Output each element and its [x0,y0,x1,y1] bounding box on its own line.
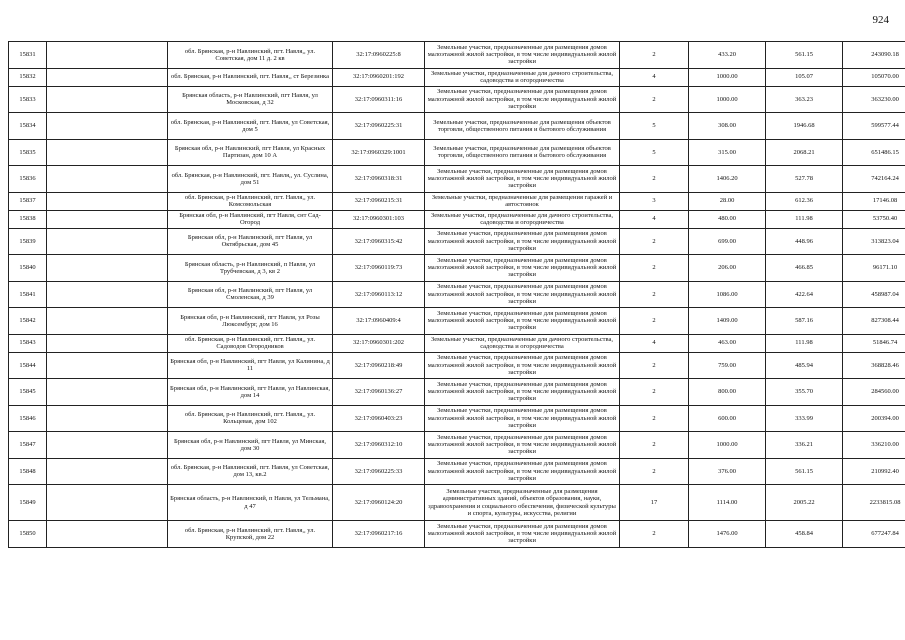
row-id-cell: 15837 [9,192,47,210]
area-cell: 600.00 [689,405,766,432]
area-cell: 480.00 [689,210,766,228]
blank-cell [47,166,168,193]
cadastral-number-cell: 32:17:0960301:103 [333,210,425,228]
land-use-cell: Земельные участки, предназначенные для размещения домов малоэтажной жилой застройки, в том числе индивидуальной жилой застройки [425,405,620,432]
use-group-cell: 17 [620,485,689,521]
address-cell: Брянская обл, р-н Навлинский, пгт Навля, ул Калинина, д 11 [168,352,333,379]
land-use-cell: Земельные участки, предназначенные для размещения домов малоэтажной жилой застройки, в том числе индивидуальной жилой застройки [425,42,620,69]
table-body [9,42,905,548]
table-row [9,166,905,193]
area-cell: 1114.00 [689,485,766,521]
blank-cell [47,210,168,228]
land-use-cell: Земельные участки, предназначенные для размещения домов малоэтажной жилой застройки, в том числе индивидуальной жилой застройки [425,228,620,255]
area-cell: 1409.00 [689,308,766,335]
specific-value-cell: 466.85 [766,255,843,282]
cadastral-number-cell: 32:17:0960215:31 [333,192,425,210]
area-cell: 1476.00 [689,521,766,548]
blank-cell [47,68,168,86]
address-cell: обл. Брянская, р-н Навлинский, пгт. Навля, ул Советская, дом 5 [168,113,333,140]
cadastral-value-cell: 827308.44 [843,308,905,335]
specific-value-cell: 422.64 [766,281,843,308]
cadastral-number-cell: 32:17:0960124:20 [333,485,425,521]
specific-value-cell: 1946.68 [766,113,843,140]
area-cell: 463.00 [689,334,766,352]
row-id-cell: 15845 [9,379,47,406]
use-group-cell: 2 [620,405,689,432]
table-row [9,281,905,308]
table-row [9,379,905,406]
cadastral-value-cell: 599577.44 [843,113,905,140]
land-use-cell: Земельные участки, предназначенные для размещения гаражей и автостоянок [425,192,620,210]
cadastral-number-cell: 32:17:0960318:31 [333,166,425,193]
area-cell: 800.00 [689,379,766,406]
land-use-cell: Земельные участки, предназначенные для размещения домов малоэтажной жилой застройки, в том числе индивидуальной жилой застройки [425,308,620,335]
specific-value-cell: 2068.21 [766,139,843,166]
table-row [9,42,905,69]
address-cell: Брянская обл, р-н Навлинский, пгт Навля, снт Сад-Огород [168,210,333,228]
specific-value-cell: 458.84 [766,521,843,548]
blank-cell [47,308,168,335]
blank-cell [47,113,168,140]
land-use-cell: Земельные участки, предназначенные для размещения домов малоэтажной жилой застройки, в том числе индивидуальной жилой застройки [425,86,620,113]
specific-value-cell: 448.96 [766,228,843,255]
land-use-cell: Земельные участки, предназначенные для размещения домов малоэтажной жилой застройки, в том числе индивидуальной жилой застройки [425,432,620,459]
land-use-cell: Земельные участки, предназначенные для размещения административных зданий, объектов образования, науки, здравоохранения и социального обеспечения, физической культуры и спорта, культуры, искусства, религии [425,485,620,521]
use-group-cell: 5 [620,113,689,140]
use-group-cell: 2 [620,86,689,113]
area-cell: 1406.20 [689,166,766,193]
blank-cell [47,485,168,521]
area-cell: 1000.00 [689,68,766,86]
row-id-cell: 15847 [9,432,47,459]
cadastral-value-cell: 2233815.08 [843,485,905,521]
use-group-cell: 2 [620,42,689,69]
specific-value-cell: 333.99 [766,405,843,432]
land-use-cell: Земельные участки, предназначенные для размещения домов малоэтажной жилой застройки, в том числе индивидуальной жилой застройки [425,458,620,485]
blank-cell [47,281,168,308]
specific-value-cell: 105.07 [766,68,843,86]
table-row [9,485,905,521]
table-row [9,308,905,335]
cadastral-value-cell: 243090.18 [843,42,905,69]
blank-cell [47,192,168,210]
blank-cell [47,521,168,548]
cadastral-number-cell: 32:17:0960225:31 [333,113,425,140]
specific-value-cell: 355.70 [766,379,843,406]
specific-value-cell: 612.36 [766,192,843,210]
land-use-cell: Земельные участки, предназначенные для дачного строительства, садоводства и огородничества [425,210,620,228]
cadastral-value-cell: 96171.10 [843,255,905,282]
table-row [9,352,905,379]
table-row [9,521,905,548]
cadastral-number-cell: 32:17:0960217:16 [333,521,425,548]
use-group-cell: 4 [620,210,689,228]
cadastral-value-cell: 53750.40 [843,210,905,228]
land-use-cell: Земельные участки, предназначенные для размещения домов малоэтажной жилой застройки, в том числе индивидуальной жилой застройки [425,379,620,406]
land-use-cell: Земельные участки, предназначенные для размещения домов малоэтажной жилой застройки, в том числе индивидуальной жилой застройки [425,166,620,193]
area-cell: 315.00 [689,139,766,166]
row-id-cell: 15835 [9,139,47,166]
row-id-cell: 15834 [9,113,47,140]
land-use-cell: Земельные участки, предназначенные для размещения объектов торговли, общественного питания и бытового обслуживания [425,113,620,140]
cadastral-value-cell: 210992.40 [843,458,905,485]
use-group-cell: 2 [620,281,689,308]
area-cell: 206.00 [689,255,766,282]
table-row [9,458,905,485]
use-group-cell: 5 [620,139,689,166]
land-use-cell: Земельные участки, предназначенные для дачного строительства, садоводства и огородничества [425,334,620,352]
table-row [9,192,905,210]
cadastral-number-cell: 32:17:0960312:10 [333,432,425,459]
row-id-cell: 15844 [9,352,47,379]
address-cell: обл. Брянская, р-н Навлинский, пгт. Навля,, ул. Комсомольская [168,192,333,210]
address-cell: обл. Брянская, р-н Навлинский, пгт. Навля,, ул. Крупской, дом 22 [168,521,333,548]
cadastral-number-cell: 32:17:0960409:4 [333,308,425,335]
address-cell: обл. Брянская, р-н Навлинский, пгт. Навля, ул Советская, дом 13, кв.2 [168,458,333,485]
cadastral-number-cell: 32:17:0960113:12 [333,281,425,308]
use-group-cell: 2 [620,352,689,379]
cadastral-value-cell: 742164.24 [843,166,905,193]
address-cell: Брянская обл, р-н Навлинский, пгт Навля, ул Октябрьская, дом 45 [168,228,333,255]
row-id-cell: 15843 [9,334,47,352]
blank-cell [47,432,168,459]
cadastral-number-cell: 32:17:0960315:42 [333,228,425,255]
cadastral-value-cell: 200394.00 [843,405,905,432]
specific-value-cell: 587.16 [766,308,843,335]
table-row [9,68,905,86]
blank-cell [47,86,168,113]
specific-value-cell: 527.78 [766,166,843,193]
cadastral-value-cell: 105070.00 [843,68,905,86]
address-cell: обл. Брянская, р-н Навлинский, пгт. Навля,, ул. Советская, дом 11 д. 2 кв [168,42,333,69]
blank-cell [47,228,168,255]
table-row [9,432,905,459]
cadastral-value-cell: 458987.04 [843,281,905,308]
cadastral-number-cell: 32:17:0960301:202 [333,334,425,352]
area-cell: 1000.00 [689,86,766,113]
row-id-cell: 15846 [9,405,47,432]
address-cell: Брянская область, р-н Навлинский, п Навля, ул Тельмана, д 47 [168,485,333,521]
area-cell: 28.00 [689,192,766,210]
cadastral-value-cell: 336210.00 [843,432,905,459]
row-id-cell: 15836 [9,166,47,193]
land-parcel-table [8,41,905,548]
address-cell: Брянская область, р-н Навлинский, п Навля, ул Трубчевская, д 3, кв 2 [168,255,333,282]
row-id-cell: 15833 [9,86,47,113]
table-row [9,228,905,255]
row-id-cell: 15850 [9,521,47,548]
table-row [9,255,905,282]
cadastral-value-cell: 313823.04 [843,228,905,255]
row-id-cell: 15849 [9,485,47,521]
use-group-cell: 2 [620,166,689,193]
cadastral-value-cell: 17146.08 [843,192,905,210]
area-cell: 759.00 [689,352,766,379]
address-cell: Брянская обл, р-н Навлинский, пгт Навля, ул Навлинская, дом 14 [168,379,333,406]
land-use-cell: Земельные участки, предназначенные для размещения домов малоэтажной жилой застройки, в том числе индивидуальной жилой застройки [425,521,620,548]
specific-value-cell: 561.15 [766,42,843,69]
table-row [9,113,905,140]
use-group-cell: 2 [620,255,689,282]
table-row [9,86,905,113]
use-group-cell: 4 [620,68,689,86]
cadastral-value-cell: 677247.84 [843,521,905,548]
use-group-cell: 2 [620,432,689,459]
land-use-cell: Земельные участки, предназначенные для дачного строительства, садоводства и огородничества [425,68,620,86]
cadastral-value-cell: 51846.74 [843,334,905,352]
blank-cell [47,405,168,432]
area-cell: 1000.00 [689,432,766,459]
address-cell: обл. Брянская, р-н Навлинский, пгт. Навля,, ул. Садоводов Огородников [168,334,333,352]
table-row [9,405,905,432]
use-group-cell: 3 [620,192,689,210]
area-cell: 376.00 [689,458,766,485]
cadastral-value-cell: 368828.46 [843,352,905,379]
cadastral-number-cell: 32:17:0960119:73 [333,255,425,282]
area-cell: 699.00 [689,228,766,255]
row-id-cell: 15841 [9,281,47,308]
cadastral-value-cell: 284560.00 [843,379,905,406]
use-group-cell: 2 [620,521,689,548]
cadastral-number-cell: 32:17:0960218:49 [333,352,425,379]
area-cell: 308.00 [689,113,766,140]
cadastral-number-cell: 32:17:0960329:1001 [333,139,425,166]
address-cell: обл. Брянская, р-н Навлинский, пгт. Навля,, ст Березинка [168,68,333,86]
specific-value-cell: 2005.22 [766,485,843,521]
use-group-cell: 2 [620,458,689,485]
blank-cell [47,42,168,69]
area-cell: 433.20 [689,42,766,69]
address-cell: Брянская область, р-н Навлинский, пгт Навля, ул Московская, д 32 [168,86,333,113]
row-id-cell: 15842 [9,308,47,335]
cadastral-number-cell: 32:17:0960136:27 [333,379,425,406]
row-id-cell: 15848 [9,458,47,485]
row-id-cell: 15831 [9,42,47,69]
cadastral-number-cell: 32:17:0960225:8 [333,42,425,69]
address-cell: Брянская обл, р-н Навлинский, пгт Навля, ул Розы Люксембург, дом 16 [168,308,333,335]
row-id-cell: 15839 [9,228,47,255]
table-row [9,334,905,352]
specific-value-cell: 485.94 [766,352,843,379]
row-id-cell: 15840 [9,255,47,282]
address-cell: Брянская обл, р-н Навлинский, пгт Навля, ул Минская, дом 30 [168,432,333,459]
specific-value-cell: 111.98 [766,210,843,228]
address-cell: обл. Брянская, р-н Навлинский, пгт. Навля,, ул. Кольцевая, дом 102 [168,405,333,432]
land-use-cell: Земельные участки, предназначенные для размещения домов малоэтажной жилой застройки, в том числе индивидуальной жилой застройки [425,352,620,379]
specific-value-cell: 363.23 [766,86,843,113]
address-cell: Брянская обл, р-н Навлинский, пгт Навля, ул Красных Партизан, дом 10 А [168,139,333,166]
address-cell: Брянская обл, р-н Навлинский, пгт Навля, ул Смоленская, д 39 [168,281,333,308]
specific-value-cell: 561.15 [766,458,843,485]
page-number: 924 [872,14,889,26]
use-group-cell: 2 [620,308,689,335]
specific-value-cell: 336.21 [766,432,843,459]
blank-cell [47,255,168,282]
cadastral-number-cell: 32:17:0960311:16 [333,86,425,113]
blank-cell [47,139,168,166]
use-group-cell: 4 [620,334,689,352]
address-cell: обл. Брянская, р-н Навлинский, пгт. Навля,, ул. Суслина, дом 51 [168,166,333,193]
cadastral-value-cell: 363230.00 [843,86,905,113]
use-group-cell: 2 [620,228,689,255]
specific-value-cell: 111.98 [766,334,843,352]
row-id-cell: 15838 [9,210,47,228]
cadastral-number-cell: 32:17:0960225:33 [333,458,425,485]
row-id-cell: 15832 [9,68,47,86]
land-use-cell: Земельные участки, предназначенные для размещения домов малоэтажной жилой застройки, в том числе индивидуальной жилой застройки [425,281,620,308]
land-use-cell: Земельные участки, предназначенные для размещения объектов торговли, общественного питания и бытового обслуживания [425,139,620,166]
land-use-cell: Земельные участки, предназначенные для размещения домов малоэтажной жилой застройки, в том числе индивидуальной жилой застройки [425,255,620,282]
area-cell: 1086.00 [689,281,766,308]
cadastral-number-cell: 32:17:0960403:23 [333,405,425,432]
blank-cell [47,379,168,406]
table-row [9,139,905,166]
cadastral-number-cell: 32:17:0960201:192 [333,68,425,86]
use-group-cell: 2 [620,379,689,406]
table-row [9,210,905,228]
blank-cell [47,458,168,485]
blank-cell [47,334,168,352]
cadastral-value-cell: 651486.15 [843,139,905,166]
blank-cell [47,352,168,379]
